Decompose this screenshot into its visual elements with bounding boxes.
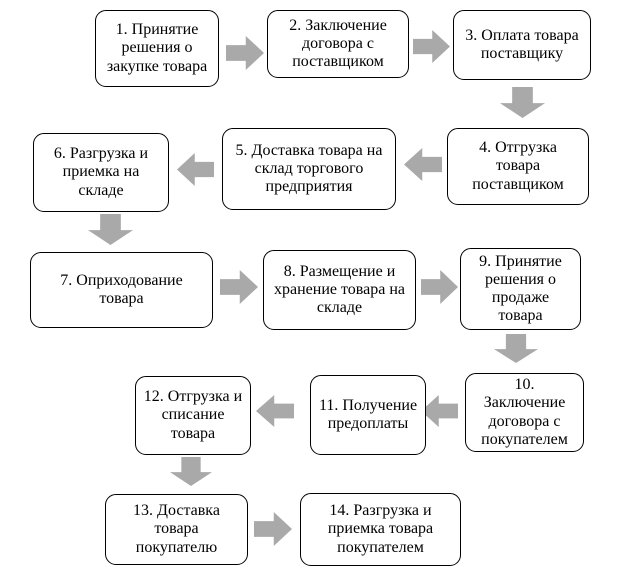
arrow-left-5-to-6-icon xyxy=(177,153,214,186)
flow-step-5: 5. Доставка товара на склад торгового предприятия xyxy=(222,128,396,210)
flow-step-13: 13. Доставка товара покупателю xyxy=(105,494,248,565)
flow-step-7: 7. Оприходование товара xyxy=(30,252,213,328)
flow-step-1: 1. Принятие решения о закупке товара xyxy=(95,10,219,87)
arrow-left-10-to-11-icon xyxy=(421,395,458,427)
arrow-down-9-to-10-icon xyxy=(494,334,538,363)
arrow-right-13-to-14-icon xyxy=(254,512,292,546)
flow-step-9: 9. Принятие решения о продаже товара xyxy=(460,248,581,330)
flow-step-8: 8. Размещение и хранение товара на складе xyxy=(263,250,416,330)
arrow-right-7-to-8-icon xyxy=(220,270,258,304)
arrow-right-2-to-3-icon xyxy=(413,30,450,63)
arrow-down-3-to-4-icon xyxy=(500,87,545,118)
flow-step-6: 6. Разгрузка и приемка на складе xyxy=(33,133,169,212)
flow-step-2: 2. Заключение договора с поставщиком xyxy=(267,10,409,78)
flow-step-11: 11. Получение предоплаты xyxy=(310,375,426,455)
arrow-down-6-to-7-icon xyxy=(88,214,133,245)
arrow-left-11-to-12-icon xyxy=(256,395,294,427)
flow-step-3: 3. Оплата товара поставщику xyxy=(453,10,591,80)
flow-step-12: 12. Отгрузка и списание товара xyxy=(135,376,251,455)
flow-step-10: 10. Заключение договора с покупателем xyxy=(465,373,584,452)
arrow-right-1-to-2-icon xyxy=(226,36,264,70)
arrow-left-4-to-5-icon xyxy=(404,148,442,181)
flow-step-14: 14. Разгрузка и приемка товара покупателем xyxy=(300,493,461,566)
flow-step-4: 4. Отгрузка товара поставщиком xyxy=(447,128,589,205)
arrow-down-12-to-13-icon xyxy=(170,457,212,486)
arrow-right-8-to-9-icon xyxy=(421,270,458,304)
